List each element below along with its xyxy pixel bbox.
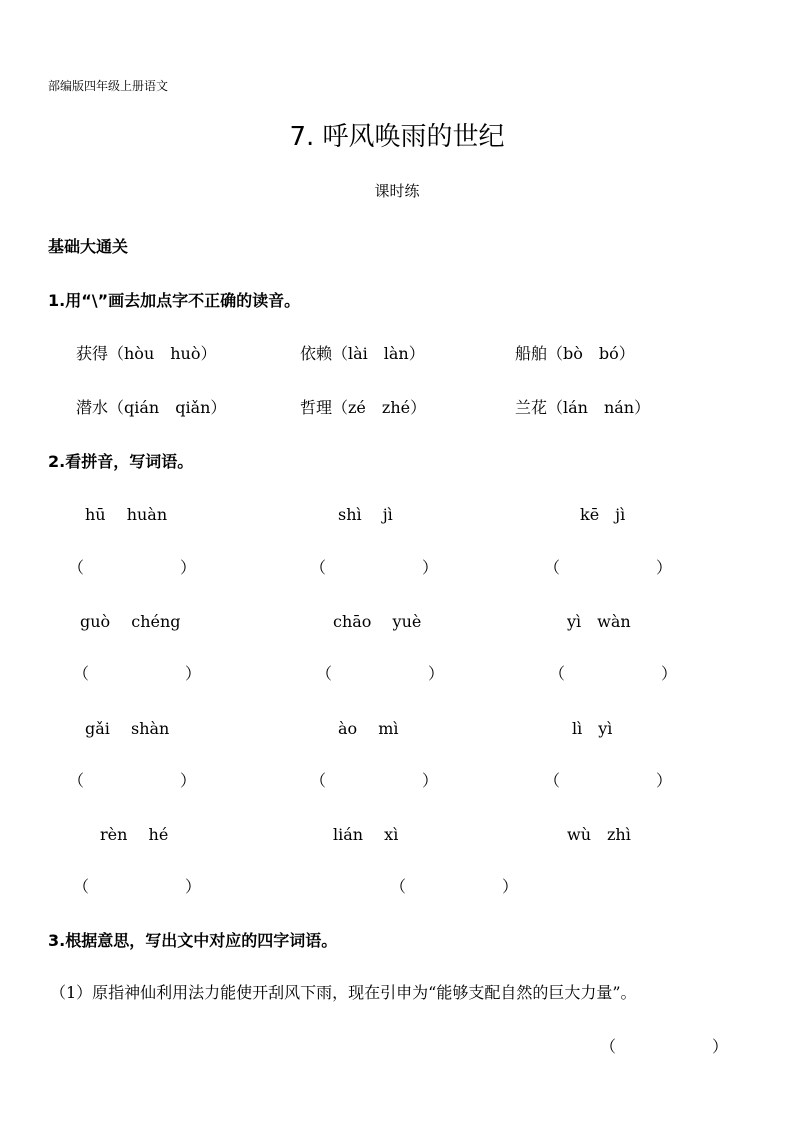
answer-blank[interactable]: （ ） xyxy=(600,1037,729,1056)
pinyin-prompt: yì wàn xyxy=(567,612,631,631)
q1-item: 潜水（qián qiǎn） xyxy=(76,398,227,417)
pinyin-prompt: rèn hé xyxy=(100,825,169,844)
pinyin-prompt: kē jì xyxy=(580,505,626,524)
answer-blank[interactable]: （ ） xyxy=(68,771,197,790)
pinyin-prompt: chāo yuè xyxy=(333,612,422,631)
answer-blank[interactable]: （ ） xyxy=(544,771,673,790)
document-header: 部编版四年级上册语文 xyxy=(48,79,169,93)
answer-blank[interactable]: （ ） xyxy=(390,877,519,896)
q1-item: 船舶（bò bó） xyxy=(515,344,635,363)
q1-item: 兰花（lán nán） xyxy=(515,398,651,417)
answer-blank[interactable]: （ ） xyxy=(310,558,439,577)
answer-blank[interactable]: （ ） xyxy=(549,664,678,683)
answer-blank[interactable]: （ ） xyxy=(544,558,673,577)
pinyin-prompt: hū huàn xyxy=(85,505,168,524)
q3-item-1: （1）原指神仙利用法力能使开刮风下雨，现在引申为“能够支配自然的巨大力量”。 xyxy=(50,983,637,1002)
q1-item: 依赖（lài làn） xyxy=(300,344,425,363)
pinyin-prompt: lì yì xyxy=(572,719,613,738)
answer-blank[interactable]: （ ） xyxy=(316,664,445,683)
pinyin-prompt: gǎi shàn xyxy=(85,719,170,738)
pinyin-prompt: wù zhì xyxy=(567,825,631,844)
section-title: 基础大通关 xyxy=(48,237,129,256)
answer-blank[interactable]: （ ） xyxy=(73,877,202,896)
q1-item: 哲理（zé zhé） xyxy=(300,398,427,417)
question-3-prompt: 3.根据意思，写出文中对应的四字词语。 xyxy=(48,931,338,950)
pinyin-prompt: shì jì xyxy=(338,505,393,524)
answer-blank[interactable]: （ ） xyxy=(310,771,439,790)
pinyin-prompt: ào mì xyxy=(338,719,399,738)
answer-blank[interactable]: （ ） xyxy=(68,558,197,577)
lesson-subtitle: 课时练 xyxy=(374,182,420,200)
question-2-prompt: 2.看拼音，写词语。 xyxy=(48,452,194,471)
q1-item: 获得（hòu huò） xyxy=(76,344,217,363)
lesson-title: 7. 呼风唤雨的世纪 xyxy=(289,122,505,152)
pinyin-prompt: guò chéng xyxy=(80,612,181,631)
answer-blank[interactable]: （ ） xyxy=(73,664,202,683)
question-1-prompt: 1.用“\”画去加点字不正确的读音。 xyxy=(48,291,301,310)
pinyin-prompt: lián xì xyxy=(333,825,399,844)
